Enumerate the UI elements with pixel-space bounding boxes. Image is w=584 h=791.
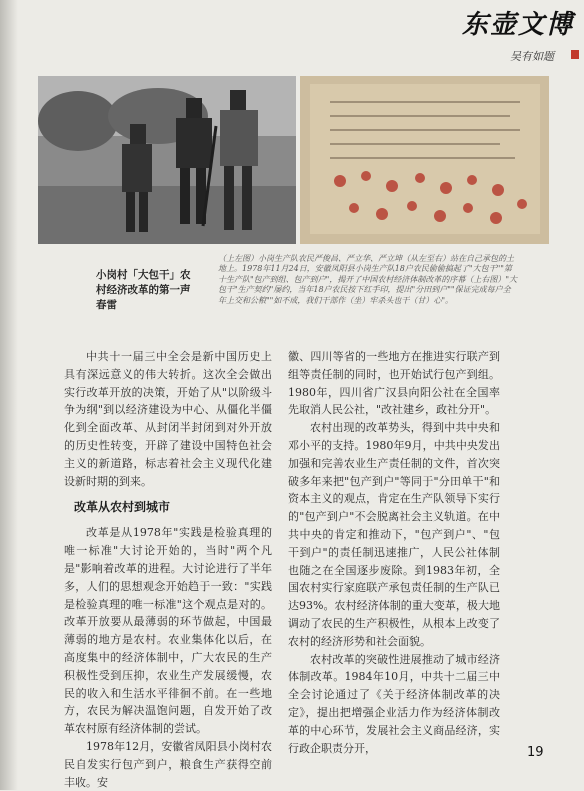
photo-contract xyxy=(300,76,549,244)
paragraph: 中共十一届三中全会是新中国历史上具有深远意义的伟大转折。这次全会做出实行改革开放的决策，开始了从"以阶级斗争为纲"到以经济建设为中心、从僵化半僵化到全面改革、从封闭半封闭到对外开放的历史性转变，开辟了建设中国特色社会主义的新道路，标志着社会主义现代化建设新时期的到来。 xyxy=(64,350,272,488)
column-title: 东壶文博 xyxy=(462,10,575,40)
section-heading: 改革从农村到城市 xyxy=(74,500,171,515)
red-seal-icon xyxy=(571,50,579,59)
photo-farmers xyxy=(38,76,296,244)
article-column-left xyxy=(64,348,272,791)
paragraph: 农村出现的改革势头，得到中共中央和邓小平的支持。1980年9月，中共中央发出加强和完善农业生产责任制的文件，首次突破多年来把"包产到户"等同于"分田单干"和资本主义的观点，肯定在生产队领导下实行的"包产到户"不会脱离社会主义轨道。在中共中央的肯定和推动下，"包产到户"、"包干到户"的责任制迅速推广，人民公社体制也随之在全国逐步废除。到1983年初，全国农村实行家庭联产承包责任制的生产队已达93%。农村经济体制的重大变革，极大地调动了农民的生产积极性，从根本上改变了农村的经济形势和社会面貌。 xyxy=(288,421,500,648)
photo-caption-title: 小岗村「大包干」农村经济改革的第一声春雷 xyxy=(96,269,191,311)
photo-caption-body: （上左图）小岗生产队农民严俊昌、严立华、严立坤（从左至右）站在自己承包的土地上。1978年11月24日，安徽凤阳县小岗生产队18户农民偷偷搞起了"大包干""第十生产队"包产到组、包产到户"，揭开了中国农村经济体制改革的序幕（上右图）"大包干"生产契约"屡约，当年18户农民按下红手印，提出"分田到户""保证完成每户全年上交和公粮""如不成，我们干部作（坐）牢杀头也干（甘）心"。 xyxy=(218,254,518,305)
paragraph: 农村改革的突破性进展推动了城市经济体制改革。1984年10月，中共十二届三中全会讨论通过了《关于经济体制改革的决定》，提出把增强企业活力作为经济体制改革的中心环节，发展社会主义商品经济，实行政企职责分开， xyxy=(288,652,500,755)
binding-shadow xyxy=(0,0,18,790)
paragraph: 改革是从1978年"实践是检验真理的唯一标准"大讨论开始的，当时"两个凡是"影响着改革的进程。大讨论进行了半年多，人们的思想观念开始趋于一致："实践是检验真理的唯一标准"这个观点是对的。改革开放要从最薄弱的环节做起，中国最薄弱的地方是农村。农业集体化以后，在高度集中的经济体制中，广大农民的生产积极性受到压抑，农业生产发展缓慢，农民的收入和生活水平徘徊不前。在一些地方，农民为解决温饱问题，自发开始了改革农村原有经济体制的尝试。 xyxy=(64,526,272,736)
farmers-photo-icon xyxy=(38,76,296,244)
paragraph: 徽、四川等省的一些地方在推进实行联产到组等责任制的同时，也开始试行包产到组。1980年，四川省广汉县向阳公社在全国率先取消人民公社，"改社建乡，政社分开"。 xyxy=(288,350,500,417)
paragraph: 1978年12月，安徽省凤阳县小岗村农民自发实行包产到户，粮食生产获得空前丰收。安 xyxy=(64,739,272,789)
article-column-right xyxy=(288,348,500,757)
page-number: 19 xyxy=(527,745,544,760)
contract-document-icon xyxy=(300,76,549,244)
calligraphy-signature: 吴有如题 xyxy=(510,50,554,63)
